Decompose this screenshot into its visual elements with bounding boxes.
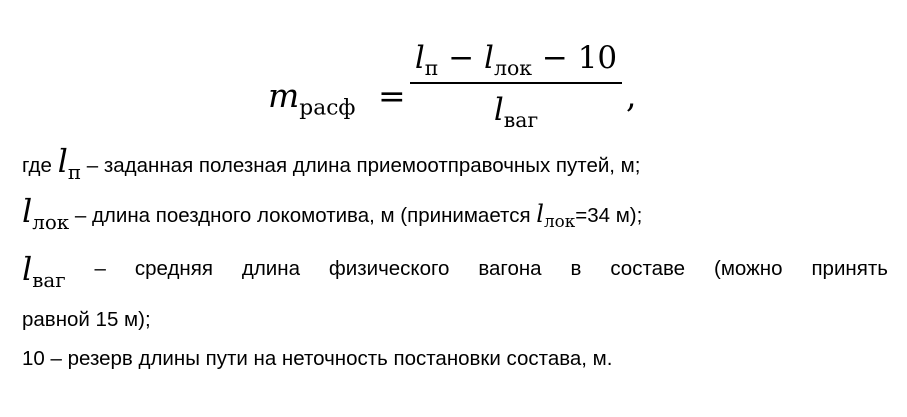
formula-comma: , (626, 76, 637, 115)
line1-sub: п (67, 160, 82, 184)
line3-word: – (94, 257, 106, 280)
fraction-bar (410, 82, 622, 84)
line3-word: в (570, 257, 582, 280)
line3-word: средняя (134, 257, 213, 280)
numer-l1-sub: п (424, 56, 439, 81)
formula-lhs-sub: расф (299, 95, 356, 121)
numer-l1: l (414, 40, 425, 76)
numer-minus2: − 10 (532, 40, 618, 76)
line2-symbol (22, 192, 70, 234)
formula-denominator (410, 88, 622, 132)
line1-text: – заданная полезная длина приемоотправочных путей, м; (81, 154, 641, 177)
line3-symbol (22, 250, 66, 296)
line1-symbol (57, 142, 82, 184)
line3-word: принять (811, 257, 888, 280)
line3-word: вагона (478, 257, 542, 280)
definition-line-4: равной 15 м); (22, 308, 151, 331)
formula (0, 36, 907, 134)
formula-lhs-var: m (268, 76, 300, 115)
line3-word: составе (610, 257, 686, 280)
formula-numerator (410, 36, 622, 80)
line2-sym: l (22, 192, 33, 230)
formula-lhs (268, 76, 355, 121)
line2-inline-symbol (536, 200, 576, 232)
line2-text: – длина поездного локомотива, м (принимается (69, 204, 537, 227)
formula-equals: = (378, 76, 406, 115)
line2-sub2: лок (543, 211, 576, 232)
numer-minus1: − (438, 40, 485, 76)
definition-line-3 (22, 250, 888, 296)
denom-l: l (493, 92, 504, 128)
line1-sym: l (57, 142, 68, 180)
line3-word: длина (241, 257, 300, 280)
line2-sub: лок (32, 210, 70, 234)
denom-sub: ваг (503, 108, 539, 133)
line2-text2: =34 м); (575, 204, 643, 227)
definition-line-5: 10 – резерв длины пути на неточность постановки состава, м. (22, 347, 613, 370)
definition-line-1 (22, 142, 888, 188)
formula-fraction (410, 36, 622, 132)
numer-l2: l (484, 40, 494, 76)
line3-word: (можно (714, 257, 783, 280)
line3-sym: l (22, 250, 33, 288)
line3-word: физического (328, 257, 450, 280)
line2-sym2: l (536, 200, 544, 228)
numer-l2-sub: лок (493, 56, 533, 81)
line1-prefix: где (22, 154, 58, 177)
line3-sub: ваг (32, 268, 66, 292)
definition-line-2 (22, 192, 888, 238)
